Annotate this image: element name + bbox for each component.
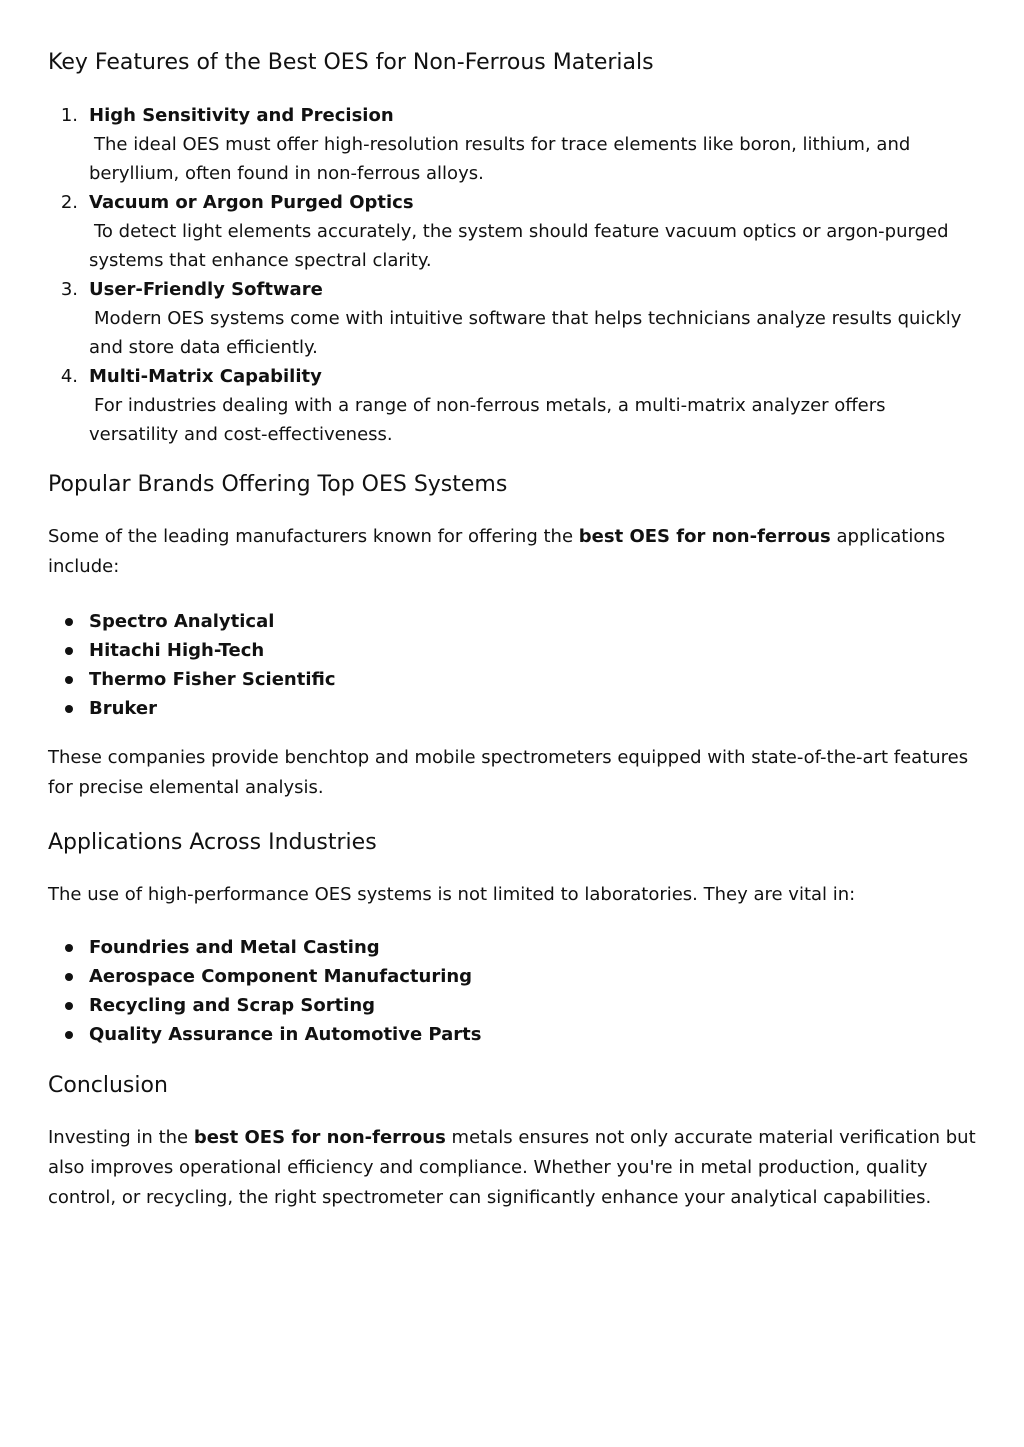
brands-intro-bold: best OES for non-ferrous (578, 526, 831, 547)
conclusion-text-start: Investing in the (48, 1127, 194, 1148)
feature-title: Multi-Matrix Capability (89, 366, 322, 387)
bullet-icon (65, 676, 73, 684)
bullet-icon (65, 618, 73, 626)
conclusion-text (48, 1123, 978, 1213)
application-name: Quality Assurance in Automotive Parts (89, 1024, 482, 1045)
list-item (0, 636, 980, 665)
list-item (0, 991, 980, 1020)
brands-heading: Popular Brands Offering Top OES Systems (48, 472, 508, 497)
brand-name: Hitachi High-Tech (89, 640, 265, 661)
list-number: 3. (60, 279, 78, 300)
conclusion-heading: Conclusion (48, 1073, 168, 1098)
brands-intro-text-end: applications include: (48, 526, 946, 577)
list-item (0, 362, 980, 449)
features-heading: Key Features of the Best OES for Non-Ferrous Materials (48, 50, 654, 75)
list-item (0, 933, 980, 962)
brand-name: Thermo Fisher Scientific (89, 669, 336, 690)
list-item (0, 275, 980, 362)
list-item (0, 101, 980, 188)
list-item (0, 665, 980, 694)
feature-title: High Sensitivity and Precision (89, 105, 394, 126)
bullet-icon (65, 647, 73, 655)
brands-intro-text: Some of the leading manufacturers known for offering the (48, 526, 579, 547)
list-item (0, 962, 980, 991)
feature-description: To detect light elements accurately, the system should feature vacuum optics or argon-purged systems that enhance spectral clarity. (89, 221, 949, 271)
applications-list (0, 933, 980, 1049)
applications-heading: Applications Across Industries (48, 830, 377, 855)
list-number: 4. (60, 366, 78, 387)
bullet-icon (65, 973, 73, 981)
applications-intro: The use of high-performance OES systems is not limited to laboratories. They are vital in: (48, 884, 856, 905)
list-item (0, 188, 980, 275)
bullet-icon (65, 944, 73, 952)
bullet-icon (65, 1031, 73, 1039)
brands-outro: These companies provide benchtop and mobile spectrometers equipped with state-of-the-art features for precise elemental analysis. (48, 747, 969, 798)
list-number: 2. (60, 192, 78, 213)
list-item (0, 694, 980, 723)
feature-description: Modern OES systems come with intuitive software that helps technicians analyze results quickly and store data efficiently. (89, 308, 962, 358)
brands-list (0, 607, 980, 723)
application-name: Aerospace Component Manufacturing (89, 966, 473, 987)
features-list (0, 101, 980, 449)
bullet-icon (65, 705, 73, 713)
bullet-icon (65, 1002, 73, 1010)
brand-name: Spectro Analytical (89, 611, 275, 632)
list-number: 1. (60, 105, 78, 126)
feature-title: Vacuum or Argon Purged Optics (89, 192, 414, 213)
brands-intro (48, 522, 978, 582)
application-name: Foundries and Metal Casting (89, 937, 380, 958)
conclusion-text-bold: best OES for non-ferrous (193, 1127, 446, 1148)
brand-name: Bruker (89, 698, 157, 719)
conclusion-text-end: metals ensures not only accurate material verification but also improves operational efficiency and compliance. Whether you're in metal production, quality control, or recycling, the right spectrometer can significantly enhance your analytical capabilities. (48, 1127, 976, 1208)
list-item (0, 607, 980, 636)
list-item (0, 1020, 980, 1049)
feature-description: The ideal OES must offer high-resolution results for trace elements like boron, lithium, and beryllium, often found in non-ferrous alloys. (89, 134, 911, 184)
feature-title: User-Friendly Software (89, 279, 323, 300)
feature-description: For industries dealing with a range of non-ferrous metals, a multi-matrix analyzer offers versatility and cost-effectiveness. (89, 395, 886, 445)
application-name: Recycling and Scrap Sorting (89, 995, 376, 1016)
